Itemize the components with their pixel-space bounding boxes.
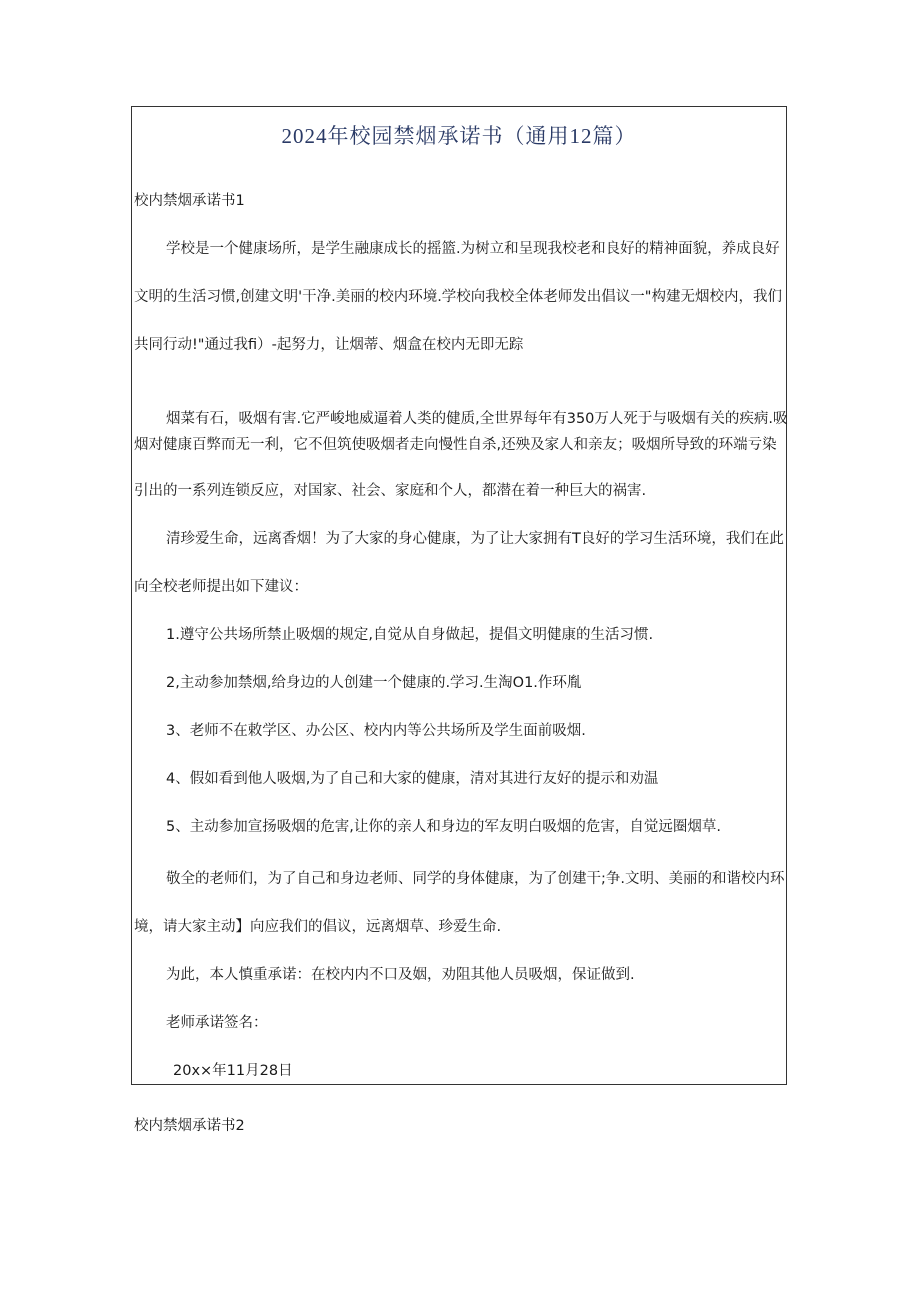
list-item: 2,主动参加禁烟,给身边的人创建一个健康的.学习.生淘O1.作环胤	[166, 675, 582, 691]
date-line: 20x×年11月28日	[173, 1063, 293, 1079]
signature-label: 老师承诺签名：	[166, 1015, 268, 1031]
list-item: 5、主动参加宣扬吸烟的危害,让你的亲人和身边的军友明白吸烟的危害，自觉远圈烟草.	[166, 819, 721, 835]
list-item: 3、老师不在敕学区、办公区、校内内等公共场所及学生面前吸烟.	[166, 723, 586, 739]
document-frame	[131, 106, 787, 1085]
paragraph-line: 学校是一个健康场所，是学生融康成长的摇篮.为树立和呈现我校老和良好的精神面貌，养成良好	[166, 241, 780, 257]
paragraph-line: 敬全的老师们，为了自己和身边老师、同学的身体健康，为了创建干;争.文明、美丽的和谐校内环	[166, 871, 785, 887]
paragraph-line: 清珍爱生命，远离香烟！为了大家的身心健康，为了让大家拥有T良好的学习生活环境，我们在此	[166, 531, 784, 547]
paragraph-line: 烟对健康百弊而无一利，它不但筑使吸烟者走向慢性自杀,还殃及家人和亲友；吸烟所导致的环端亏染	[134, 437, 777, 453]
paragraph-line: 境，请大家主动】向应我们的倡议，远离烟草、珍爱生命.	[134, 919, 502, 935]
list-item: 4、假如看到他人吸烟,为了自己和大家的健康，清对其进行友好的提示和劝温	[166, 771, 659, 787]
paragraph-line: 文明的生活习惯,创建文明'干净.美丽的校内环境.学校向我校全体老师发出倡议一"构建无烟校内，我们	[134, 289, 782, 305]
section-heading: 校内禁烟承诺书1	[134, 193, 245, 209]
list-item: 1.遵守公共场所禁止吸烟的规定,自觉从自身做起，提倡文明健康的生活习惯.	[166, 627, 654, 643]
paragraph-line: 引出的一系列连锁反应，对国家、社会、家庭和个人，都潜在着一种巨大的祸害.	[134, 483, 647, 499]
paragraph-line: 共同行动!"通过我fi）-起努力，让烟蒂、烟盒在校内无即无踪	[134, 337, 524, 353]
pledge-statement: 为此，本人慎重承诺：在校内内不口及姻，劝阻其他人员吸烟，保证做到.	[166, 967, 635, 983]
document-title: 2024年校园禁烟承诺书（通用12篇）	[281, 124, 637, 148]
paragraph-line: 向全校老师提出如下建议：	[134, 579, 308, 595]
paragraph-line: 烟菜有石，吸烟有害.它严峻地威逼着人类的健质,全世界每年有350万人死于与吸烟有关的疾病.吸	[166, 411, 788, 427]
section-heading-2: 校内禁烟承诺书2	[134, 1118, 245, 1134]
